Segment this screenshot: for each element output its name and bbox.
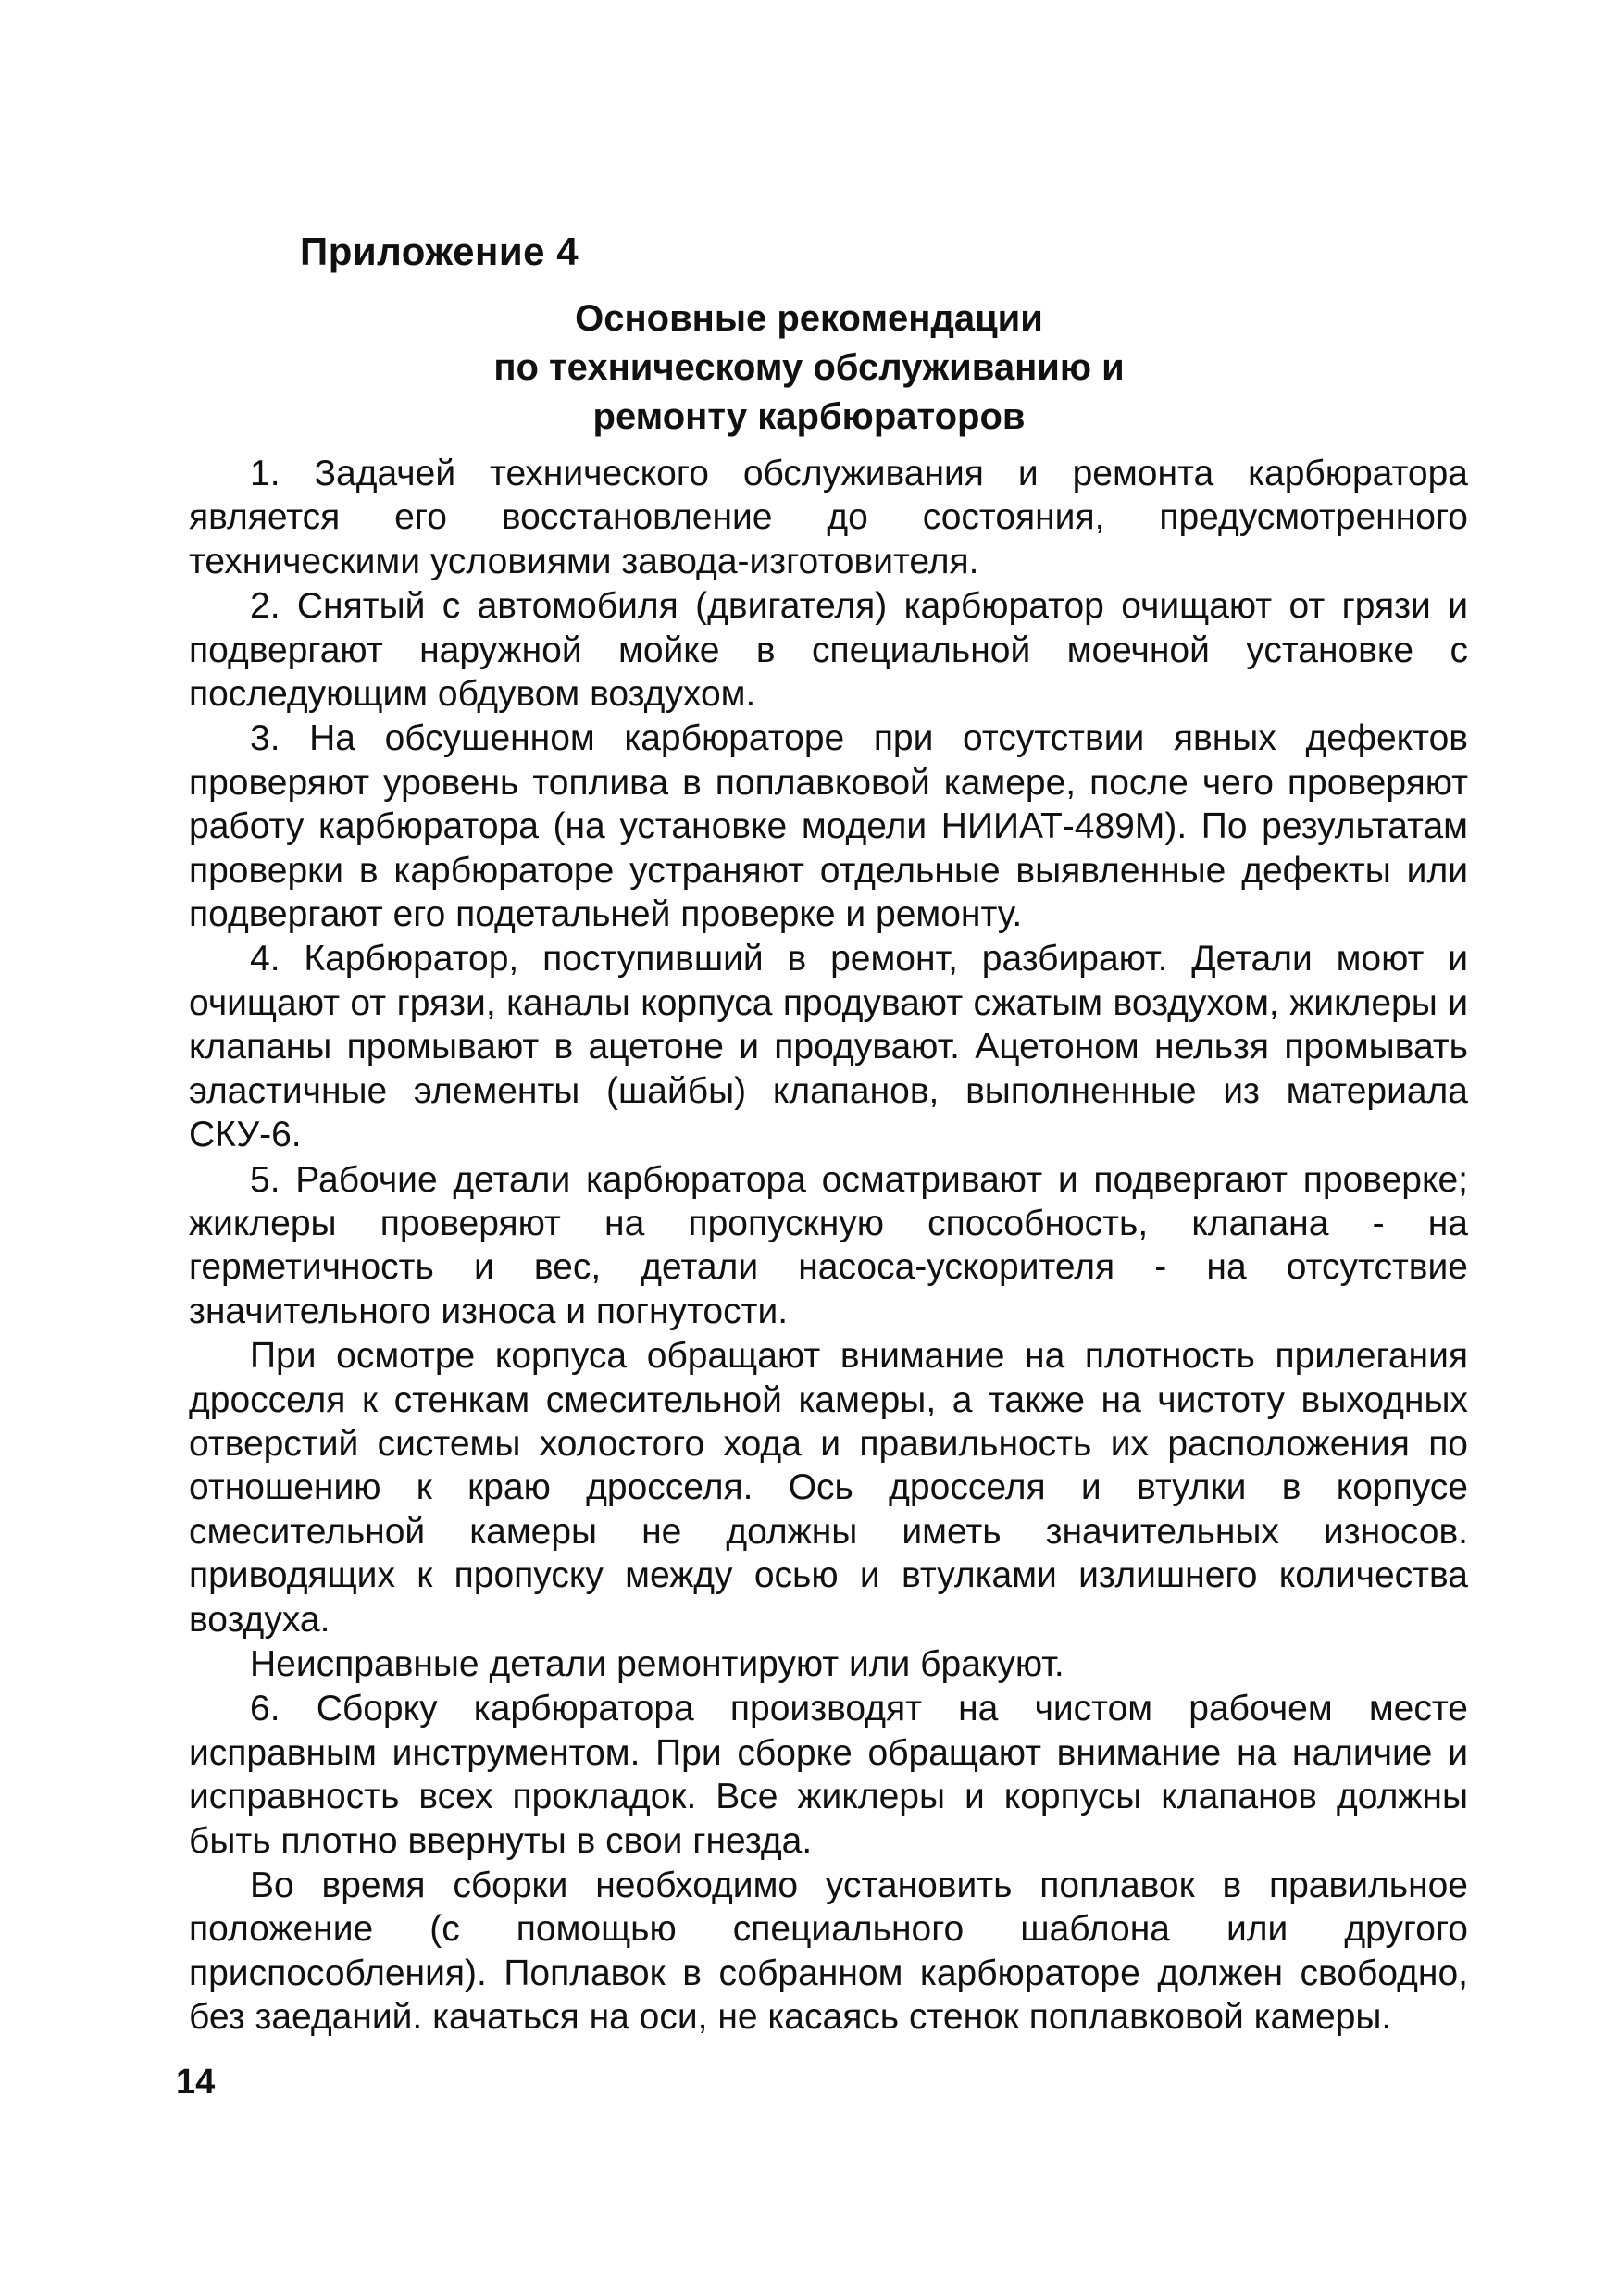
paragraph-8: 6. Сборку карбюратора производят на чистом рабочем месте исправным инструментом. При сборке обращают внимание на наличие и исправность всех прокладок. Все жиклеры и корпусы клапанов должны быть плотно ввернуты в свои гнезда.	[189, 1689, 1468, 1861]
paragraph-6: При осмотре корпуса обращают внимание на плотность прилегания дросселя к стенкам смесительной камеры, а также на чистоту выходных отверстий системы холостого хода и правильность их расположения по отношению к краю дросселя. Ось дросселя и втулки в корпусе смесительной камеры не должны иметь значительных износов. приводящих к пропуску между осью и втулками излишнего количества воздуха.	[189, 1336, 1468, 1640]
paragraph-1: 1. Задачей технического обслуживания и ремонта карбюратора является его восстановление до состояния, предусмотренного техническими условиями завода-изготовителя.	[189, 454, 1468, 581]
heading-line-2: по техническому обслуживанию и	[493, 347, 1125, 388]
section-heading	[189, 294, 1429, 442]
page-number: 14	[176, 2063, 216, 2102]
paragraph-3: 3. На обсушенном карбюраторе при отсутствии явных дефектов проверяют уровень топлива в поплавковой камере, после чего проверяют работу карбюратора (на установке модели НИИАТ-489М). По результатам проверки в карбюраторе устраняют отдельные выявленные дефекты или подвергают его подетальней проверке и ремонту.	[189, 718, 1468, 935]
paragraph-7: Неисправные детали ремонтируют или бракуют.	[250, 1643, 1064, 1684]
paragraph-5: 5. Рабочие детали карбюратора осматривают и подвергают проверке; жиклеры проверяют на пропускную способность, клапана - на герметичность и вес, детали насоса-ускорителя - на отсутствие значительного износа и погнутости.	[189, 1159, 1468, 1331]
body-text	[189, 452, 1468, 2040]
heading-line-1: Основные рекомендации	[575, 298, 1043, 339]
paragraph-2: 2. Снятый с автомобиля (двигателя) карбюратор очищают от грязи и подвергают наружной мойке в специальной моечной установке с последующим обдувом воздухом.	[189, 586, 1468, 715]
paragraph-4: 4. Карбюратор, поступивший в ремонт, разбирают. Детали моют и очищают от грязи, каналы корпуса продувают сжатым воздухом, жиклеры и клапаны промывают в ацетоне и продувают. Ацетоном нельзя промывать эластичные элементы (шайбы) клапанов, выполненные из материала СКУ-6.	[189, 939, 1468, 1155]
appendix-label: Приложение 4	[300, 230, 579, 273]
heading-line-3: ремонту карбюраторов	[592, 396, 1026, 437]
paragraph-9: Во время сборки необходимо установить поплавок в правильное положение (с помощью специального шаблона или другого приспособления). Поплавок в собранном карбюраторе должен свободно, без заеданий. качаться на оси, не касаясь стенок поплавковой камеры.	[189, 1866, 1468, 2038]
